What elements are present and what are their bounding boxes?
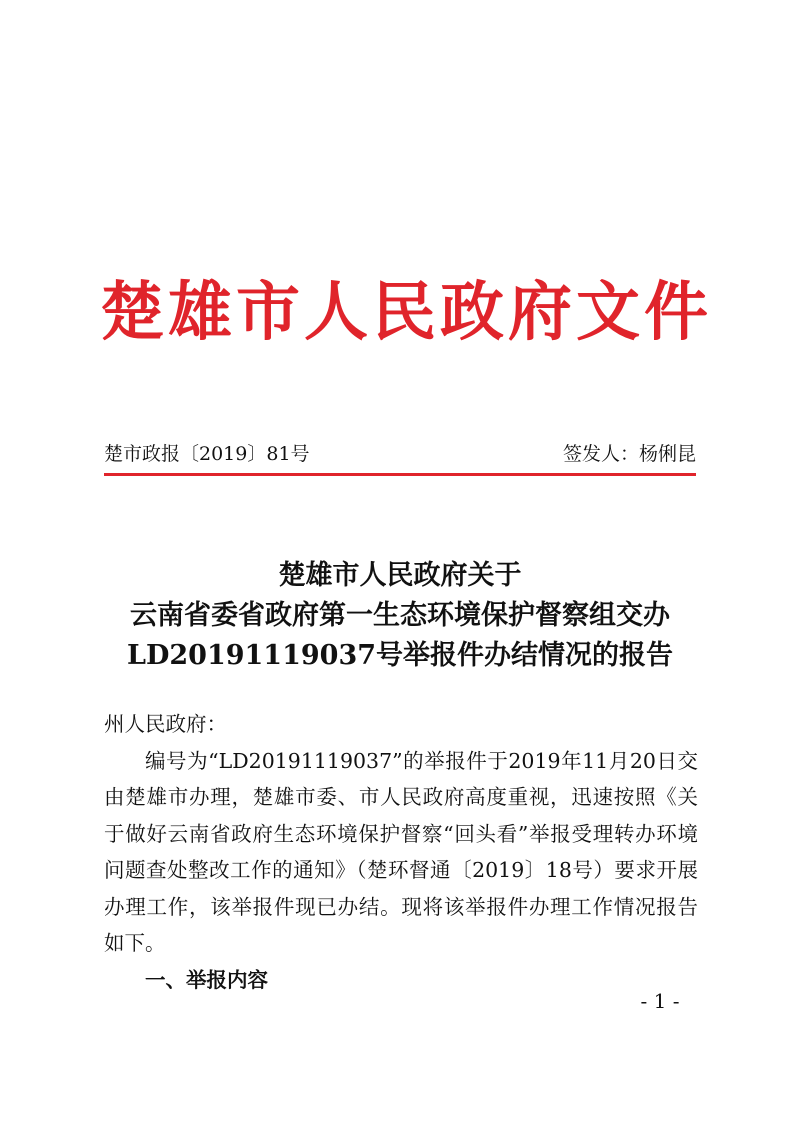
- report-title-line-3: LD20191119037号举报件办结情况的报告: [126, 640, 674, 671]
- body-paragraph-1: 编号为“LD20191119037”的举报件于2019年11月20日交由楚雄市办理，楚雄市委、市人民政府高度重视，迅速按照《关于做好云南省政府生态环境保护督察“回头看”举报受理转办环境问题查处整改工作的通知》（楚环督通〔2019〕18号）要求开展办理工作，该举报件现已办结。现将该举报件办理工作情况报告如下。: [104, 748, 698, 955]
- document-number: 楚市政报〔2019〕81号: [104, 443, 310, 465]
- report-body: [104, 706, 698, 998]
- page-number: - 1 -: [640, 989, 680, 1013]
- document-banner-title: 楚雄市人民政府文件: [100, 275, 712, 350]
- salutation: 州人民政府：: [104, 712, 227, 736]
- report-title-line-1: 楚雄市人民政府关于: [278, 560, 522, 591]
- report-title-line-2: 云南省委省政府第一生态环境保护督察组交办: [130, 600, 670, 631]
- document-info-row: [104, 438, 696, 470]
- section-heading-1: 一、举报内容: [145, 967, 268, 992]
- issuer-label: 签发人：杨俐昆: [562, 443, 696, 465]
- report-title: [90, 556, 710, 676]
- red-divider-line: [104, 473, 696, 476]
